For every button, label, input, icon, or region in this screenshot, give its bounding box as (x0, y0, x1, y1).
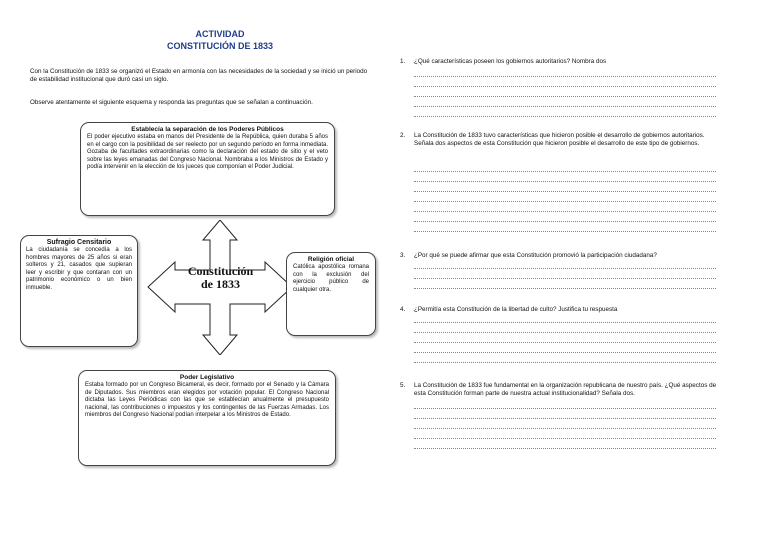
answer-line[interactable] (414, 342, 716, 343)
answer-line[interactable] (414, 211, 716, 212)
answer-line[interactable] (414, 322, 716, 323)
box-body-legislative: Estaba formado por un Congreso Bicameral, es decir, formado por el Senado y la Cámara de Diputados. Sus miembros eran elegidos por votación popular. El Congreso Nacional dictaba las Leyes Periódicas con las que se establecían anualmente el presupuesto nacional, las contribuciones o impuestos y los contingentes de las Fuerzas Armadas. Los miembros del Congreso Nacional podían interpelar a los Ministros de Estado. (85, 382, 329, 419)
center-label-line1: Constitución (187, 264, 254, 278)
answer-line[interactable] (414, 86, 716, 87)
question-1 (400, 58, 720, 68)
answer-line[interactable] (414, 288, 716, 289)
box-title-suffrage: Sufragio Censitario (46, 239, 112, 246)
question-number: 1. (400, 58, 406, 65)
box-legislative-power (78, 370, 336, 466)
answer-line[interactable] (414, 418, 716, 419)
answer-line[interactable] (414, 268, 716, 269)
answer-line[interactable] (414, 438, 716, 439)
box-separation-of-powers (80, 122, 335, 216)
answer-line[interactable] (414, 278, 716, 279)
answer-line[interactable] (414, 106, 716, 107)
answer-line[interactable] (414, 231, 716, 232)
answer-line[interactable] (414, 191, 716, 192)
question-number: 4. (400, 306, 406, 313)
instruction-paragraph: Observe atentamente el siguiente esquema y responda las preguntas que se señalan a continuación. (30, 99, 313, 106)
box-title-religion: Religión oficial (307, 256, 355, 263)
question-4 (400, 306, 720, 316)
answer-line[interactable] (414, 221, 716, 222)
box-official-religion (286, 252, 376, 336)
answer-line[interactable] (414, 352, 716, 353)
answer-line[interactable] (414, 448, 716, 449)
question-text: ¿Qué características poseen los gobiernos autoritarios? Nombra dos (414, 58, 607, 65)
intro-paragraph: Con la Constitución de 1833 se organizó el Estado en armonía con las necesidades de la sociedad y se inició un periodo de estabilidad institucional que duró casi un siglo. (30, 68, 368, 83)
question-text: La Constitución de 1833 tuvo características que hicieron posible el desarrollo de gobiernos autoritarios. Señala dos aspectos de esta Constitución que hicieron posible el desarrollo de este tipo de gobiernos. (414, 132, 705, 147)
question-number: 5. (400, 382, 406, 389)
answer-line[interactable] (414, 408, 716, 409)
question-text: ¿Por qué se puede afirmar que esta Constitución promovió la participación ciudadana? (414, 252, 657, 259)
box-body-religion: Católica apostólica romana con la exclusión del ejercicio público de cualquier otra. (293, 264, 369, 293)
box-title-separation: Establecía la separación de los Poderes Públicos (131, 126, 284, 133)
center-label-line2: de 1833 (201, 277, 240, 291)
answer-line[interactable] (414, 116, 716, 117)
activity-title: ACTIVIDAD (195, 29, 245, 39)
answer-line[interactable] (414, 332, 716, 333)
box-body-separation: El poder ejecutivo estaba en manos del Presidente de la República, quien duraba 5 años en el cargo con la posibilidad de ser reelecto por un segundo período en forma inmediata. Gozaba de facultades extraordinarias como la declaración del estado de sitio y el veto sobre las leyes emanadas del Congreso Nacional. Nombraba a los Ministros de Estado y podía intervenir en la elección de los jueces que componían el Poder Judicial. (87, 134, 328, 171)
answer-line[interactable] (414, 201, 716, 202)
question-number: 2. (400, 132, 406, 139)
answer-line[interactable] (414, 362, 716, 363)
answer-line[interactable] (414, 76, 716, 77)
question-number: 3. (400, 252, 406, 259)
document-title: CONSTITUCIÓN DE 1833 (166, 41, 274, 51)
question-2 (400, 132, 720, 160)
box-body-suffrage: La ciudadanía se concedía a los hombres mayores de 25 años si eran solteros y 21, casados que supieran leer y escribir y que contaran con un patrimonio económico o un bien inmueble. (26, 247, 132, 291)
answer-line[interactable] (414, 181, 716, 182)
answer-line[interactable] (414, 96, 716, 97)
answer-line[interactable] (414, 428, 716, 429)
center-label (163, 265, 278, 291)
question-5 (400, 382, 720, 402)
answer-line[interactable] (414, 171, 716, 172)
box-title-legislative: Poder Legislativo (179, 374, 235, 381)
question-text: La Constitución de 1833 fue fundamental en la organización republicana de nuestro país. ¿Qué aspectos de esta Constitución forman parte de nuestra actual institucionalidad? Señala dos. (414, 382, 717, 397)
question-3 (400, 252, 720, 262)
box-census-suffrage (20, 235, 138, 347)
question-text: ¿Permitía esta Constitución de la libertad de culto? Justifica tu respuesta (414, 306, 618, 313)
